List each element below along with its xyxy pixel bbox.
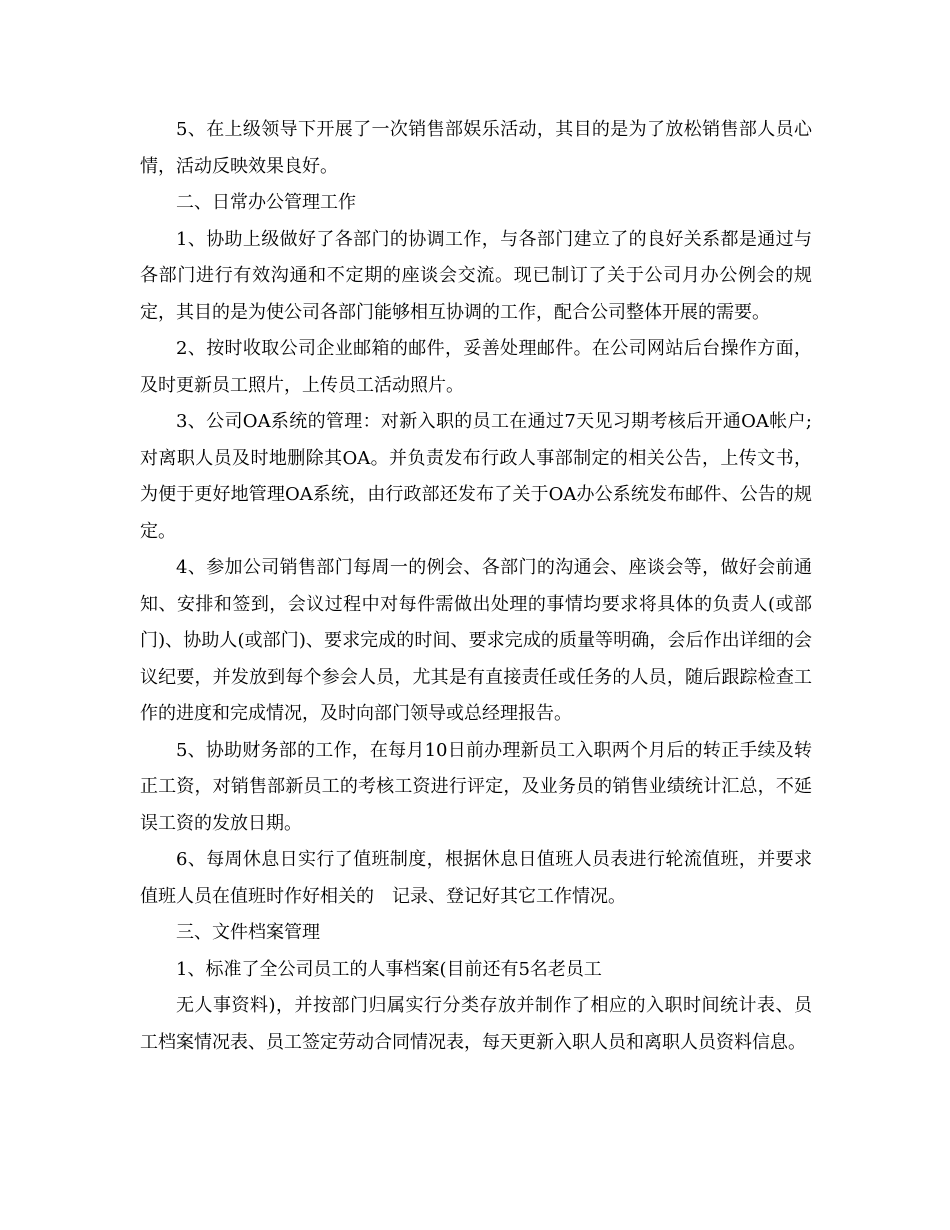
paragraph-personnel-files-continued: 无人事资料)，并按部门归属实行分类存放并制作了相应的入职时间统计表、员工档案情况表、员工签定劳动合同情况表，每天更新入职人员和离职人员资料信息。: [140, 995, 812, 1053]
paragraph-oa-system: 3、公司OA系统的管理：对新入职的员工在通过7天见习期考核后开通OA帐户;对离职人员及时地删除其OA。并负责发布行政人事部制定的相关公告，上传文书，为便于更好地管理OA系统，由行政部还发布了关于OA办公系统发布邮件、公告的规定。: [140, 411, 812, 542]
paragraph-email-and-website: 2、按时收取公司企业邮箱的邮件，妥善处理邮件。在公司网站后台操作方面，及时更新员工照片，上传员工活动照片。: [140, 338, 812, 396]
paragraph-department-coordination: 1、协助上级做好了各部门的协调工作，与各部门建立了的良好关系都是通过与各部门进行有效沟通和不定期的座谈会交流。现已制订了关于公司月办公例会的规定，其目的是为使公司各部门能够相互协调的工作，配合公司整体开展的需要。: [140, 228, 812, 323]
paragraph-personnel-files-start: 1、标准了全公司员工的人事档案(目前还有5名老员工: [176, 958, 602, 980]
paragraph-duty-schedule: 6、每周休息日实行了值班制度，根据休息日值班人员表进行轮流值班，并要求值班人员在值班时作好相关的 记录、登记好其它工作情况。: [140, 849, 812, 907]
paragraph-finance-assistance: 5、协助财务部的工作，在每月10日前办理新员工入职两个月后的转正手续及转正工资，对销售部新员工的考核工资进行评定，及业务员的销售业绩统计汇总，不延误工资的发放日期。: [140, 739, 812, 834]
paragraph-sales-entertainment: 5、在上级领导下开展了一次销售部娱乐活动，其目的是为了放松销售部人员心情，活动反映效果良好。: [140, 119, 812, 177]
section-heading-daily-office-management: 二、日常办公管理工作: [176, 192, 356, 213]
section-heading-file-archives: 三、文件档案管理: [176, 922, 320, 943]
paragraph-meetings: 4、参加公司销售部门每周一的例会、各部门的沟通会、座谈会等，做好会前通知、安排和签到，会议过程中对每件需做出处理的事情均要求将具体的负责人(或部门)、协助人(或部门)、要求完成的时间、要求完成的质量等明确，会后作出详细的会议纪要，并发放到每个参会人员，尤其是有直接责任或任务的人员，随后跟踪检查工作的进度和完成情况，及时向部门领导或总经理报告。: [140, 557, 812, 724]
document-body: [140, 112, 812, 1061]
